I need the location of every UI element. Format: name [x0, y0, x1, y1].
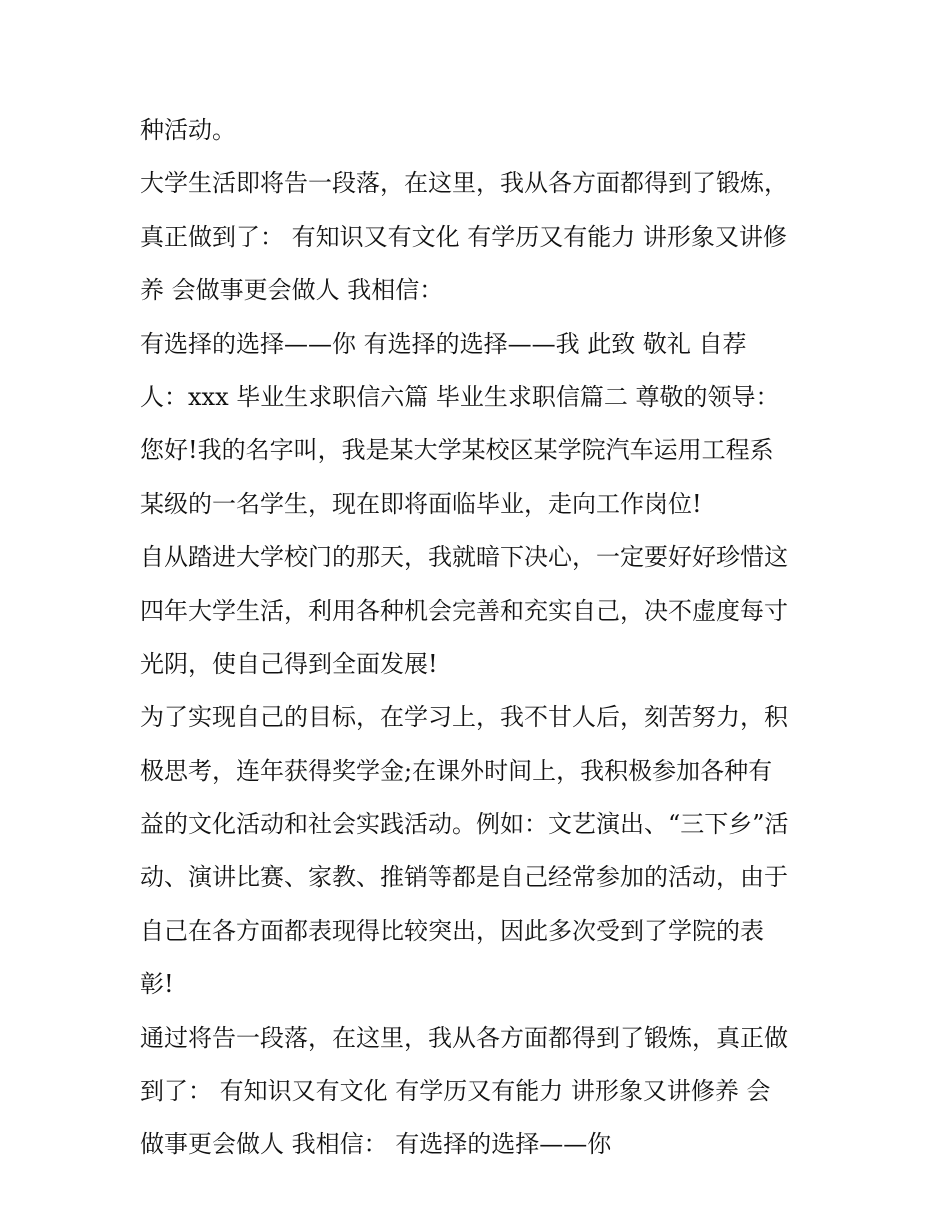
text-line: 彰! — [140, 970, 174, 999]
text-line: 动、演讲比赛、家教、推销等都是自己经常参加的活动，由于 — [140, 863, 788, 892]
text-line: 养 会做事更会做人 我相信： — [140, 276, 444, 305]
text-line: 光阴，使自己得到全面发展! — [140, 649, 438, 678]
text-line: 自己在各方面都表现得比较突出，因此多次受到了学院的表 — [140, 916, 764, 945]
text-line: 您好!我的名字叫，我是某大学某校区某学院汽车运用工程系 — [140, 436, 774, 465]
text-line: 做事更会做人 我相信： 有选择的选择——你 — [140, 1130, 612, 1159]
text-line: 为了实现自己的目标，在学习上，我不甘人后，刻苦努力，积 — [140, 703, 788, 732]
document-body — [140, 104, 820, 1172]
text-line: 自从踏进大学校门的那天，我就暗下决心，一定要好好珍惜这 — [140, 543, 788, 572]
text-line: 种活动。 — [140, 116, 236, 144]
text-line: 真正做到了： 有知识又有文化 有学历又有能力 讲形象又讲修 — [140, 222, 787, 251]
text-line: 人：xxx 毕业生求职信六篇 毕业生求职信篇二 尊敬的领导： — [140, 382, 780, 411]
text-line: 大学生活即将告一段落，在这里，我从各方面都得到了锻炼， — [140, 169, 788, 198]
text-line: 某级的一名学生，现在即将面临毕业，走向工作岗位! — [140, 489, 702, 518]
text-line: 益的文化活动和社会实践活动。例如：文艺演出、“三下乡”活 — [140, 810, 789, 839]
text-line: 到了： 有知识又有文化 有学历又有能力 讲形象又讲修养 会 — [140, 1077, 771, 1106]
text-line: 四年大学生活，利用各种机会完善和充实自己，决不虚度每寸 — [140, 596, 788, 625]
text-line: 通过将告一段落，在这里，我从各方面都得到了锻炼，真正做 — [140, 1023, 788, 1052]
text-line: 有选择的选择——你 有选择的选择——我 此致 敬礼 自荐 — [140, 329, 747, 358]
text-line: 极思考，连年获得奖学金;在课外时间上，我积极参加各种有 — [140, 756, 773, 785]
